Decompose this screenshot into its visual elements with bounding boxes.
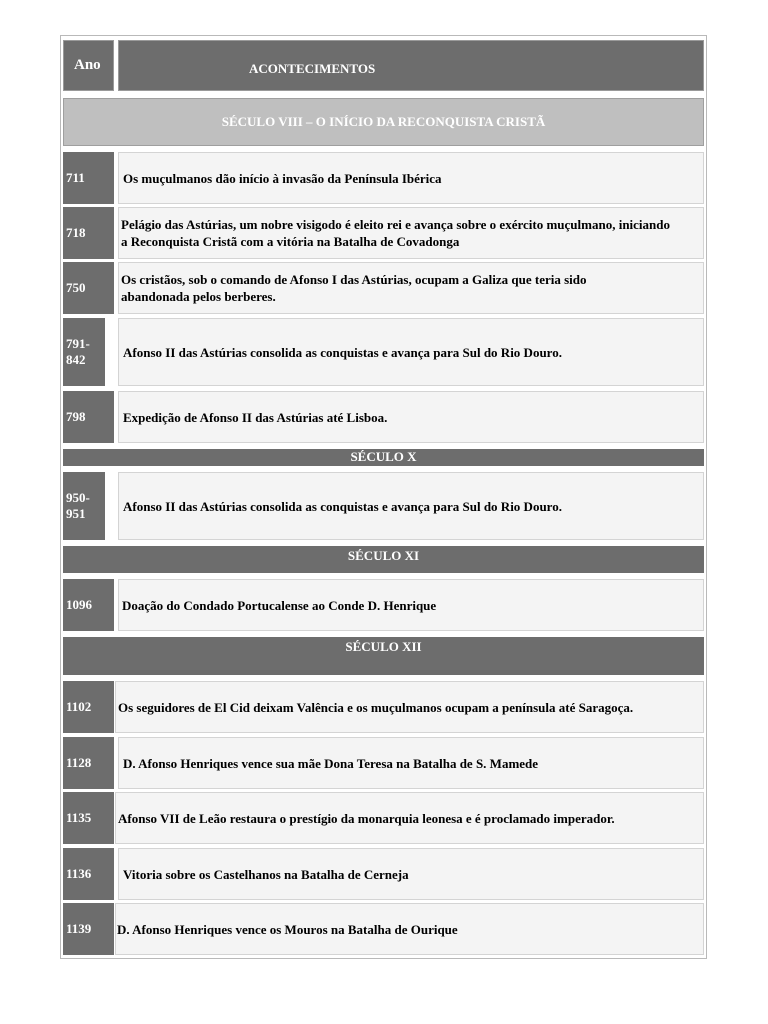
table-row [63, 318, 704, 386]
section-title: SÉCULO XI [63, 546, 704, 573]
table-row [63, 737, 704, 789]
event-cell: Doação do Condado Portucalense ao Conde D. Henrique [118, 579, 704, 631]
table-row [63, 792, 704, 844]
event-cell: Vitoria sobre os Castelhanos na Batalha de Cerneja [118, 848, 704, 900]
table-row [63, 848, 704, 900]
section-title: SÉCULO XII [63, 637, 704, 675]
year-cell: 1128 [63, 737, 114, 789]
year-cell: 711 [63, 152, 114, 204]
event-cell: D. Afonso Henriques vence sua mãe Dona Teresa na Batalha de S. Mamede [118, 737, 704, 789]
year-cell: 1135 [63, 792, 114, 844]
section-title: SÉCULO X [63, 449, 704, 466]
section-header [63, 637, 704, 675]
table-header [63, 40, 704, 91]
section-header [63, 546, 704, 573]
table-row [63, 681, 704, 733]
year-cell: 1136 [63, 848, 114, 900]
year-cell: 718 [63, 207, 114, 259]
event-cell: Expedição de Afonso II das Astúrias até Lisboa. [118, 391, 704, 443]
event-cell: Os seguidores de El Cid deixam Valência e os muçulmanos ocupam a península até Saragoça. [115, 681, 704, 733]
section-header [63, 449, 704, 466]
table-row [63, 262, 704, 314]
event-cell: Afonso II das Astúrias consolida as conquistas e avança para Sul do Rio Douro. [118, 472, 704, 540]
section-header [63, 98, 704, 146]
table-row [63, 391, 704, 443]
year-cell: 791-842 [63, 318, 105, 386]
event-cell: Os muçulmanos dão início à invasão da Península Ibérica [118, 152, 704, 204]
table-row [63, 903, 704, 955]
table-row [63, 579, 704, 631]
event-cell: Afonso II das Astúrias consolida as conquistas e avança para Sul do Rio Douro. [118, 318, 704, 386]
year-cell: 798 [63, 391, 114, 443]
events-column-header: ACONTECIMENTOS [118, 40, 704, 91]
year-column-header: Ano [63, 40, 114, 91]
event-cell: Afonso VII de Leão restaura o prestígio da monarquia leonesa e é proclamado imperador. [115, 792, 704, 844]
table-row [63, 472, 704, 540]
table-row [63, 207, 704, 259]
year-cell: 750 [63, 262, 114, 314]
year-cell: 1096 [63, 579, 114, 631]
section-title: SÉCULO VIII – O INÍCIO DA RECONQUISTA CRISTÃ [63, 98, 704, 146]
event-cell: D. Afonso Henriques vence os Mouros na Batalha de Ourique [115, 903, 704, 955]
event-cell: Os cristãos, sob o comando de Afonso I das Astúrias, ocupam a Galiza que teria sido abandonada pelos berberes. [118, 262, 704, 314]
year-cell: 1139 [63, 903, 114, 955]
year-cell: 1102 [63, 681, 114, 733]
event-cell: Pelágio das Astúrias, um nobre visigodo é eleito rei e avança sobre o exército muçulmano, iniciando a Reconquista Cristã com a vitória na Batalha de Covadonga [118, 207, 704, 259]
table-row [63, 152, 704, 204]
year-cell: 950-951 [63, 472, 105, 540]
